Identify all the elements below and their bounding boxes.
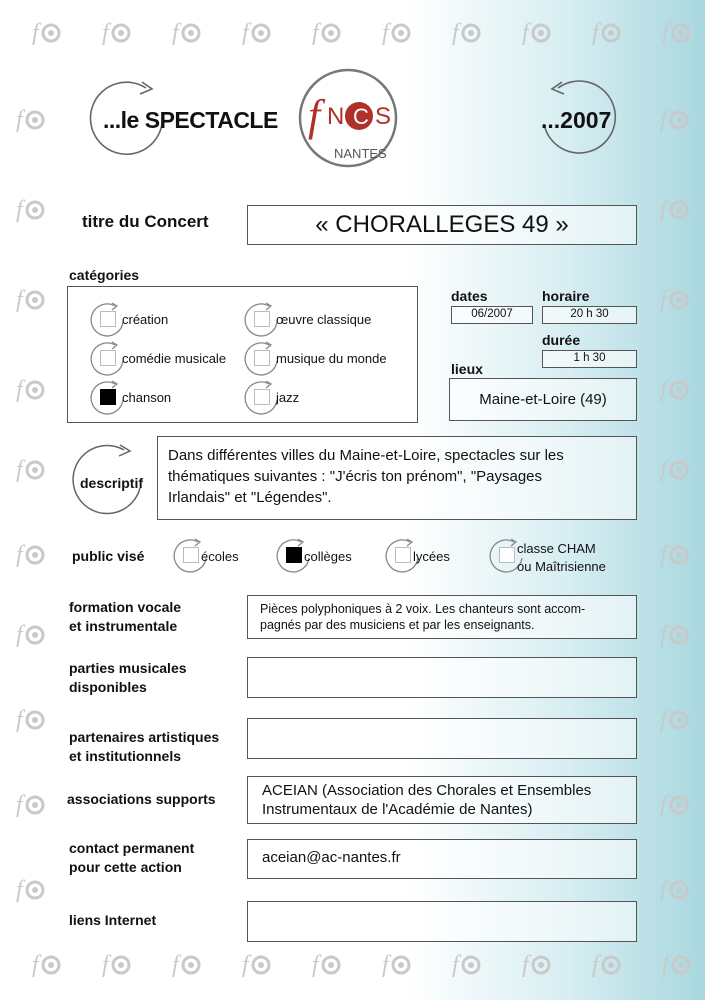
watermark-logo-icon (100, 950, 132, 980)
partenaires-field[interactable] (247, 718, 637, 759)
svg-text:f: f (16, 542, 23, 568)
public-label: lycées (413, 549, 450, 564)
watermark-logo-icon (660, 950, 692, 980)
svg-text:f: f (312, 20, 319, 46)
category-label: chanson (122, 390, 172, 405)
watermark-logo-icon (590, 950, 622, 980)
category-checkbox[interactable] (254, 350, 270, 366)
watermark-logo-icon (14, 455, 46, 485)
watermark-logo-icon (14, 375, 46, 405)
watermark-logo-icon (660, 18, 692, 48)
watermark-logo-icon (30, 950, 62, 980)
watermark-logo-icon (520, 18, 552, 48)
watermark-logo-icon (100, 18, 132, 48)
watermark-logo-icon (14, 105, 46, 135)
svg-text:f: f (16, 377, 23, 403)
descriptif-field[interactable] (157, 436, 637, 520)
title-value: « CHORALLEGES 49 » (315, 211, 569, 238)
parties-label-2: disponibles (69, 679, 147, 695)
svg-text:f: f (660, 107, 667, 133)
category-label: comédie musicale (122, 351, 227, 366)
svg-text:N: N (327, 103, 345, 130)
watermark-logo-icon (658, 540, 690, 570)
svg-text:f: f (592, 20, 599, 46)
logo-city-text: NANTES (334, 146, 387, 161)
watermark-logo-icon (14, 875, 46, 905)
lieux-label: lieux (451, 361, 483, 377)
svg-text:f: f (452, 952, 459, 978)
formation-line-1: Pièces polyphoniques à 2 voix. Les chanteurs sont accom- (260, 602, 586, 616)
svg-text:f: f (16, 287, 23, 313)
lieux-value: Maine-et-Loire (49) (479, 391, 607, 408)
contact-label-1: contact permanent (69, 840, 195, 856)
formation-field[interactable] (247, 595, 637, 639)
watermark-logo-icon (658, 705, 690, 735)
watermark-logo-icon (240, 18, 272, 48)
svg-text:f: f (16, 792, 23, 818)
watermark-logo-icon (380, 18, 412, 48)
descriptif-line-3: Irlandais" et "Légendes". (168, 489, 332, 506)
descriptif-line-2: thématiques suivantes : "J'écris ton prénom", "Paysages (168, 468, 543, 485)
watermark-logo-icon (658, 790, 690, 820)
watermark-logo-icon (14, 285, 46, 315)
category-checkbox[interactable] (100, 350, 116, 366)
svg-text:f: f (662, 952, 669, 978)
liens-label: liens Internet (69, 912, 157, 928)
watermark-logo-icon (14, 790, 46, 820)
contact-value: aceian@ac-nantes.fr (262, 849, 401, 866)
svg-text:S: S (375, 103, 392, 130)
watermark-logo-icon (658, 375, 690, 405)
svg-text:f: f (102, 20, 109, 46)
header-left-text: ...le SPECTACLE (103, 107, 278, 133)
watermark-logo-icon (170, 18, 202, 48)
svg-text:f: f (660, 792, 667, 818)
svg-text:f: f (662, 20, 669, 46)
formation-label-1: formation vocale (69, 599, 182, 615)
watermark-logo-icon (170, 950, 202, 980)
category-label: œuvre classique (276, 312, 372, 327)
svg-text:f: f (660, 542, 667, 568)
svg-text:f: f (102, 952, 109, 978)
svg-text:f: f (660, 877, 667, 903)
header-right-text: ...2007 (541, 107, 612, 133)
partenaires-label-2: et institutionnels (69, 748, 181, 764)
public-label: collèges (304, 549, 352, 564)
title-field[interactable] (247, 205, 637, 245)
contact-label-2: pour cette action (69, 859, 182, 875)
fncs-logo (282, 60, 412, 185)
watermark-logo-icon (658, 285, 690, 315)
watermark-logo-icon (590, 18, 622, 48)
svg-text:f: f (242, 952, 249, 978)
dates-field[interactable]: 06/2007 (451, 306, 533, 324)
category-label: musique du monde (276, 351, 387, 366)
watermark-logo-icon (658, 195, 690, 225)
public-label: écoles (201, 549, 239, 564)
public-checkbox[interactable] (286, 547, 302, 563)
dates-label: dates (451, 288, 488, 304)
parties-field[interactable] (247, 657, 637, 698)
svg-text:f: f (16, 197, 23, 223)
svg-text:f: f (16, 707, 23, 733)
duree-field[interactable]: 1 h 30 (542, 350, 637, 368)
svg-text:f: f (32, 20, 39, 46)
watermark-logo-icon (658, 875, 690, 905)
svg-text:f: f (242, 20, 249, 46)
svg-text:f: f (308, 91, 321, 140)
svg-text:f: f (660, 707, 667, 733)
svg-text:f: f (382, 20, 389, 46)
contact-field[interactable] (247, 839, 637, 879)
formation-line-2: pagnés par des musiciens et par les enseignants. (260, 618, 535, 632)
public-label: classe CHAM (517, 541, 596, 556)
duree-label: durée (542, 332, 581, 348)
horaire-field[interactable]: 20 h 30 (542, 306, 637, 324)
svg-text:f: f (660, 197, 667, 223)
watermark-logo-icon (450, 950, 482, 980)
descriptif-line-1: Dans différentes villes du Maine-et-Loire, spectacles sur les (168, 447, 564, 464)
svg-text:f: f (16, 622, 23, 648)
watermark-logo-icon (14, 620, 46, 650)
svg-text:f: f (522, 20, 529, 46)
watermark-logo-icon (240, 950, 272, 980)
liens-field[interactable] (247, 901, 637, 942)
category-checkbox[interactable] (100, 389, 116, 405)
svg-text:f: f (522, 952, 529, 978)
svg-text:f: f (172, 952, 179, 978)
public-label-2: ou Maîtrisienne (517, 559, 606, 574)
watermark-logo-icon (14, 540, 46, 570)
svg-text:f: f (32, 952, 39, 978)
watermark-logo-icon (380, 950, 412, 980)
svg-text:f: f (660, 622, 667, 648)
public-checkbox[interactable] (183, 547, 199, 563)
svg-text:C: C (353, 104, 369, 129)
svg-text:f: f (382, 952, 389, 978)
watermark-logo-icon (658, 620, 690, 650)
watermark-logo-icon (658, 455, 690, 485)
public-checkbox[interactable] (499, 547, 515, 563)
public-label: public visé (72, 548, 145, 564)
watermark-logo-icon (14, 705, 46, 735)
parties-label-1: parties musicales (69, 660, 187, 676)
title-label: titre du Concert (82, 212, 209, 231)
public-checkbox[interactable] (395, 547, 411, 563)
category-label: jazz (276, 390, 300, 405)
watermark-logo-icon (658, 105, 690, 135)
watermark-logo-icon (310, 18, 342, 48)
watermark-logo-icon (520, 950, 552, 980)
descriptif-label: descriptif (80, 475, 144, 491)
category-checkbox[interactable] (254, 389, 270, 405)
svg-text:f: f (16, 107, 23, 133)
svg-text:f: f (312, 952, 319, 978)
associations-label: associations supports (67, 791, 216, 807)
associations-line-1: ACEIAN (Association des Chorales et Ensembles (262, 782, 592, 799)
watermark-logo-icon (450, 18, 482, 48)
svg-text:f: f (660, 457, 667, 483)
partenaires-label-1: partenaires artistiques (69, 729, 220, 745)
svg-text:f: f (660, 287, 667, 313)
watermark-logo-icon (310, 950, 342, 980)
horaire-label: horaire (542, 288, 590, 304)
lieux-field[interactable] (449, 378, 637, 421)
category-checkbox[interactable] (100, 311, 116, 327)
svg-text:f: f (172, 20, 179, 46)
category-label: création (122, 312, 169, 327)
svg-text:f: f (660, 377, 667, 403)
svg-text:f: f (592, 952, 599, 978)
svg-text:f: f (16, 457, 23, 483)
watermark-logo-icon (30, 18, 62, 48)
categories-label: catégories (69, 267, 140, 283)
svg-text:f: f (16, 877, 23, 903)
svg-text:f: f (452, 20, 459, 46)
associations-field[interactable] (247, 776, 637, 824)
category-checkbox[interactable] (254, 311, 270, 327)
watermark-logo-icon (14, 195, 46, 225)
formation-label-2: et instrumentale (69, 618, 178, 634)
associations-line-2: Instrumentaux de l'Académie de Nantes) (262, 801, 533, 818)
